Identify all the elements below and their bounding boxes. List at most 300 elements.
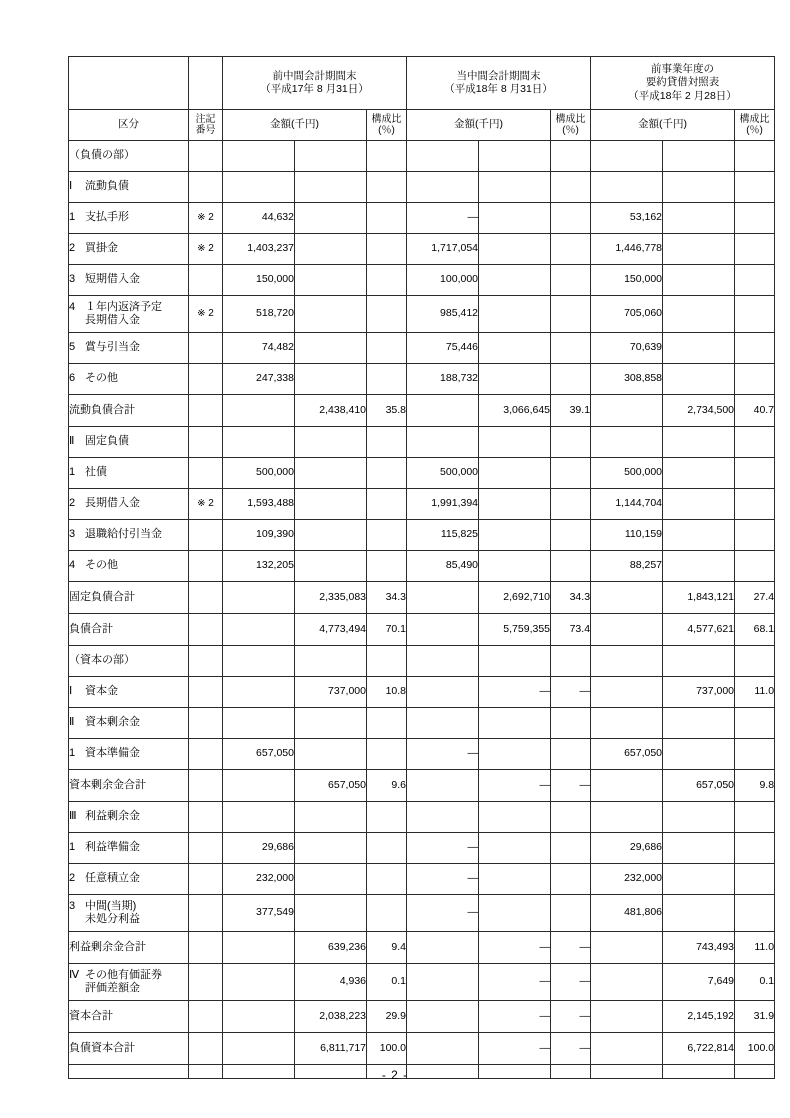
amount-detail-2 [407,964,479,1001]
composition-pct-1 [367,265,407,296]
amount-total-3 [663,141,735,172]
amount-detail-2: 500,000 [407,458,479,489]
composition-pct-3: 11.0 [735,932,775,964]
amount-detail-1: 1,593,488 [223,489,295,520]
row-note-number [189,964,223,1001]
amount-detail-2 [407,932,479,964]
period-title-line2: （平成18年 8 月31日） [444,83,553,95]
amount-detail-1: 657,050 [223,739,295,770]
composition-pct-2 [551,296,591,333]
amount-detail-2 [407,614,479,646]
amount-detail-2: — [407,864,479,895]
row-division-cell [69,1033,189,1065]
row-division-cell [69,296,189,333]
row-division-cell [69,614,189,646]
amount-total-3 [663,203,735,234]
row-division-cell [69,364,189,395]
amount-detail-1 [223,708,295,739]
period-title-line1: 当中間会計期間末 [456,69,541,82]
composition-pct-1 [367,551,407,582]
table-row [69,833,775,864]
composition-pct-2: 39.1 [551,395,591,427]
row-note-number: ※ 2 [189,296,223,333]
amount-detail-1 [223,1033,295,1065]
amount-detail-2 [407,1033,479,1065]
row-roman-numeral: Ⅳ [69,969,80,982]
amount-total-3: 7,649 [663,964,735,1001]
table-row [69,333,775,364]
amount-total-1 [295,646,367,677]
amount-total-3 [663,427,735,458]
row-label: 賞与引当金 [85,341,140,354]
amount-total-3 [663,296,735,333]
table-row [69,614,775,646]
header-amount-label-2: 金額(千円) [407,110,551,141]
composition-pct-1 [367,296,407,333]
amount-detail-2 [407,172,479,203]
composition-pct-3 [735,551,775,582]
composition-pct-3 [735,864,775,895]
row-note-number [189,614,223,646]
table-row [69,265,775,296]
amount-total-2 [479,520,551,551]
composition-pct-3 [735,427,775,458]
row-index: 5 [69,341,76,354]
amount-total-2 [479,265,551,296]
amount-total-3: 6,722,814 [663,1033,735,1065]
composition-pct-1 [367,333,407,364]
amount-total-3: 1,843,121 [663,582,735,614]
composition-pct-2 [551,551,591,582]
row-note-number [189,739,223,770]
composition-pct-3 [735,364,775,395]
table-row [69,1033,775,1065]
composition-pct-3 [735,489,775,520]
row-index: 1 [69,211,76,224]
composition-pct-3: 11.0 [735,677,775,708]
amount-total-1 [295,739,367,770]
amount-detail-3 [591,141,663,172]
table-row [69,234,775,265]
amount-detail-1 [223,427,295,458]
amount-total-3: 737,000 [663,677,735,708]
table-row [69,677,775,708]
table-row [69,739,775,770]
composition-pct-3: 0.1 [735,964,775,1001]
row-note-number: ※ 2 [189,203,223,234]
amount-total-1 [295,203,367,234]
composition-pct-2: 73.4 [551,614,591,646]
amount-detail-3: 70,639 [591,333,663,364]
amount-total-1 [295,489,367,520]
amount-detail-2 [407,1001,479,1033]
amount-detail-2: 85,490 [407,551,479,582]
header-amount-label-3: 金額(千円) [591,110,735,141]
row-index: 3 [69,273,76,286]
table-header-periods [69,57,775,110]
row-label: その他 [85,372,118,385]
composition-pct-2 [551,802,591,833]
row-division-cell [69,458,189,489]
composition-pct-1 [367,427,407,458]
table-row [69,770,775,802]
amount-detail-2: — [407,739,479,770]
composition-pct-1: 0.1 [367,964,407,1001]
amount-detail-2: 985,412 [407,296,479,333]
amount-total-1: 6,811,717 [295,1033,367,1065]
amount-detail-2 [407,677,479,708]
composition-pct-2 [551,333,591,364]
row-note-number [189,582,223,614]
row-label: 短期借入金 [85,273,140,286]
composition-pct-1: 29.9 [367,1001,407,1033]
composition-pct-1: 100.0 [367,1033,407,1065]
amount-detail-3: 705,060 [591,296,663,333]
row-division-cell [69,708,189,739]
row-label-line2: 未処分利益 [85,913,140,925]
amount-total-2 [479,864,551,895]
table-row [69,172,775,203]
amount-detail-3 [591,1033,663,1065]
composition-pct-1: 9.6 [367,770,407,802]
amount-detail-1 [223,964,295,1001]
row-label: 資本剰余金合計 [69,778,146,791]
row-label: 長期借入金 [85,497,140,510]
amount-total-1: 2,335,083 [295,582,367,614]
row-note-number [189,520,223,551]
amount-total-2 [479,802,551,833]
composition-pct-3 [735,296,775,333]
composition-pct-3: 9.8 [735,770,775,802]
composition-pct-1 [367,708,407,739]
amount-detail-1 [223,802,295,833]
composition-pct-3 [735,708,775,739]
row-note-number: ※ 2 [189,234,223,265]
amount-total-1 [295,833,367,864]
row-note-number [189,364,223,395]
row-label-line2: 評価差額金 [85,982,140,994]
amount-detail-3: 53,162 [591,203,663,234]
amount-total-3: 2,145,192 [663,1001,735,1033]
row-label: 資本合計 [69,1009,113,1022]
amount-total-3 [663,172,735,203]
amount-detail-2 [407,395,479,427]
table-row [69,203,775,234]
amount-total-3 [663,895,735,932]
row-division-cell [69,172,189,203]
row-index: 1 [69,841,76,854]
amount-detail-3: 308,858 [591,364,663,395]
amount-total-2 [479,833,551,864]
composition-pct-2 [551,489,591,520]
row-note-number [189,677,223,708]
row-note-number [189,708,223,739]
amount-detail-3 [591,964,663,1001]
row-index: 2 [69,497,76,510]
table-row [69,551,775,582]
row-note-number [189,932,223,964]
amount-detail-2 [407,141,479,172]
composition-pct-2 [551,646,591,677]
amount-detail-3: 88,257 [591,551,663,582]
amount-total-2: — [479,932,551,964]
amount-total-1 [295,234,367,265]
amount-detail-1 [223,932,295,964]
row-label: 固定負債 [85,435,129,448]
amount-total-2 [479,489,551,520]
row-index: 1 [69,747,76,760]
balance-sheet-table [68,56,775,1079]
period-title-line3: （平成18年 2 月28日） [628,89,737,102]
row-label: その他有価証券 [85,969,162,982]
amount-total-1 [295,265,367,296]
header-amount-label-1: 金額(千円) [223,110,367,141]
amount-total-2: — [479,1001,551,1033]
row-label: 固定負債合計 [69,590,135,603]
row-division-cell [69,677,189,708]
row-label: 流動負債合計 [69,403,135,416]
amount-total-1 [295,333,367,364]
amount-total-3 [663,458,735,489]
table-row [69,582,775,614]
amount-total-2: 3,066,645 [479,395,551,427]
amount-detail-3 [591,427,663,458]
header-pct-label-3: 構成比 (％) [735,110,775,141]
row-note-number [189,646,223,677]
row-label: 利益準備金 [85,841,140,854]
composition-pct-3 [735,833,775,864]
composition-pct-2 [551,864,591,895]
composition-pct-1: 9.4 [367,932,407,964]
amount-total-3 [663,333,735,364]
row-division-cell [69,141,189,172]
row-index: 1 [69,466,76,479]
composition-pct-1 [367,458,407,489]
amount-total-2 [479,364,551,395]
amount-total-1: 737,000 [295,677,367,708]
row-roman-numeral: Ⅲ [69,810,77,823]
amount-total-2: 2,692,710 [479,582,551,614]
row-label: 資本剰余金 [85,716,140,729]
composition-pct-1 [367,802,407,833]
row-division-cell [69,333,189,364]
composition-pct-1 [367,364,407,395]
composition-pct-2 [551,203,591,234]
table-row [69,395,775,427]
amount-detail-2: 115,825 [407,520,479,551]
amount-total-1 [295,520,367,551]
row-note-number [189,395,223,427]
row-division-cell [69,427,189,458]
composition-pct-1 [367,203,407,234]
amount-total-1 [295,708,367,739]
row-division-cell [69,489,189,520]
composition-pct-3 [735,333,775,364]
composition-pct-3 [735,520,775,551]
row-division-cell [69,265,189,296]
row-label: （資本の部） [69,654,135,667]
row-division-cell [69,551,189,582]
amount-total-2 [479,234,551,265]
row-label: 利益剰余金合計 [69,940,146,953]
composition-pct-1: 70.1 [367,614,407,646]
amount-total-2 [479,708,551,739]
amount-detail-1 [223,1001,295,1033]
composition-pct-2: — [551,932,591,964]
amount-detail-3: 1,446,778 [591,234,663,265]
row-division-cell [69,646,189,677]
amount-detail-2: — [407,895,479,932]
amount-detail-2 [407,802,479,833]
period-header-2 [407,57,591,110]
table-row [69,364,775,395]
amount-detail-3: 657,050 [591,739,663,770]
amount-detail-3 [591,1001,663,1033]
amount-detail-1 [223,770,295,802]
amount-total-1: 4,936 [295,964,367,1001]
table-row [69,708,775,739]
row-division-cell [69,520,189,551]
amount-total-3: 743,493 [663,932,735,964]
row-note-number [189,458,223,489]
composition-pct-1 [367,864,407,895]
amount-total-2 [479,895,551,932]
row-label: 中間(当期) [85,900,137,913]
row-division-cell [69,964,189,1001]
composition-pct-3 [735,802,775,833]
row-label: （負債の部） [69,149,135,162]
composition-pct-3 [735,739,775,770]
composition-pct-1 [367,833,407,864]
row-label: 社債 [85,466,107,479]
amount-total-3: 4,577,621 [663,614,735,646]
amount-total-1 [295,458,367,489]
period-title-line1: 前中間会計期間末 [272,69,357,82]
composition-pct-3 [735,895,775,932]
amount-total-2 [479,427,551,458]
amount-detail-2: 100,000 [407,265,479,296]
amount-detail-1: 377,549 [223,895,295,932]
row-note-number: ※ 2 [189,489,223,520]
table-row [69,802,775,833]
period-header-3 [591,57,775,110]
row-note-number [189,1033,223,1065]
amount-detail-1: 74,482 [223,333,295,364]
composition-pct-3: 40.7 [735,395,775,427]
table-row [69,296,775,333]
amount-total-1 [295,427,367,458]
row-division-cell [69,932,189,964]
row-note-number [189,1001,223,1033]
row-division-cell [69,395,189,427]
row-roman-numeral: Ⅰ [69,180,73,193]
composition-pct-3: 68.1 [735,614,775,646]
row-division-cell [69,770,189,802]
amount-total-1 [295,864,367,895]
composition-pct-2: — [551,964,591,1001]
row-note-number [189,172,223,203]
amount-total-3 [663,708,735,739]
period-title-line1: 前事業年度の [651,63,715,76]
row-note-number [189,427,223,458]
row-note-number [189,802,223,833]
row-note-number [189,833,223,864]
amount-total-1: 2,038,223 [295,1001,367,1033]
amount-detail-1 [223,395,295,427]
row-label: 買掛金 [85,242,118,255]
amount-detail-1: 150,000 [223,265,295,296]
amount-total-1: 4,773,494 [295,614,367,646]
amount-detail-2: 75,446 [407,333,479,364]
composition-pct-3 [735,141,775,172]
composition-pct-2 [551,234,591,265]
amount-detail-3 [591,677,663,708]
header-blank-division [69,57,189,110]
row-label: 利益剰余金 [85,810,140,823]
amount-detail-3: 29,686 [591,833,663,864]
row-note-number [189,770,223,802]
row-index: 3 [69,528,76,541]
amount-total-1: 2,438,410 [295,395,367,427]
table-row [69,458,775,489]
composition-pct-2: — [551,1001,591,1033]
amount-total-3 [663,364,735,395]
row-label: その他 [85,559,118,572]
composition-pct-3 [735,172,775,203]
composition-pct-1 [367,234,407,265]
amount-total-3 [663,551,735,582]
amount-detail-1: 247,338 [223,364,295,395]
composition-pct-3 [735,458,775,489]
amount-total-3: 2,734,500 [663,395,735,427]
composition-pct-1 [367,739,407,770]
row-division-cell [69,1001,189,1033]
row-note-number [189,265,223,296]
row-index: 3 [69,900,76,913]
amount-detail-1: 44,632 [223,203,295,234]
row-note-number [189,895,223,932]
amount-detail-3 [591,708,663,739]
amount-total-2: 5,759,355 [479,614,551,646]
amount-detail-1: 132,205 [223,551,295,582]
table-row [69,1001,775,1033]
amount-total-3 [663,234,735,265]
row-note-number [189,333,223,364]
row-label-line2: 長期借入金 [85,314,140,326]
amount-detail-1 [223,582,295,614]
composition-pct-2 [551,458,591,489]
amount-detail-1: 518,720 [223,296,295,333]
amount-total-3 [663,489,735,520]
amount-total-3 [663,802,735,833]
balance-sheet-table-wrapper [68,56,775,1079]
period-header-1 [223,57,407,110]
amount-detail-1 [223,677,295,708]
row-label: １年内返済予定 [85,301,162,314]
amount-detail-1 [223,614,295,646]
composition-pct-2: 34.3 [551,582,591,614]
composition-pct-1: 35.8 [367,395,407,427]
row-roman-numeral: Ⅱ [69,716,75,729]
amount-total-2 [479,551,551,582]
table-row [69,520,775,551]
amount-detail-2: — [407,203,479,234]
header-note-label: 注記 番号 [189,110,223,141]
composition-pct-2 [551,427,591,458]
amount-detail-1: 232,000 [223,864,295,895]
composition-pct-1 [367,489,407,520]
composition-pct-2 [551,265,591,296]
